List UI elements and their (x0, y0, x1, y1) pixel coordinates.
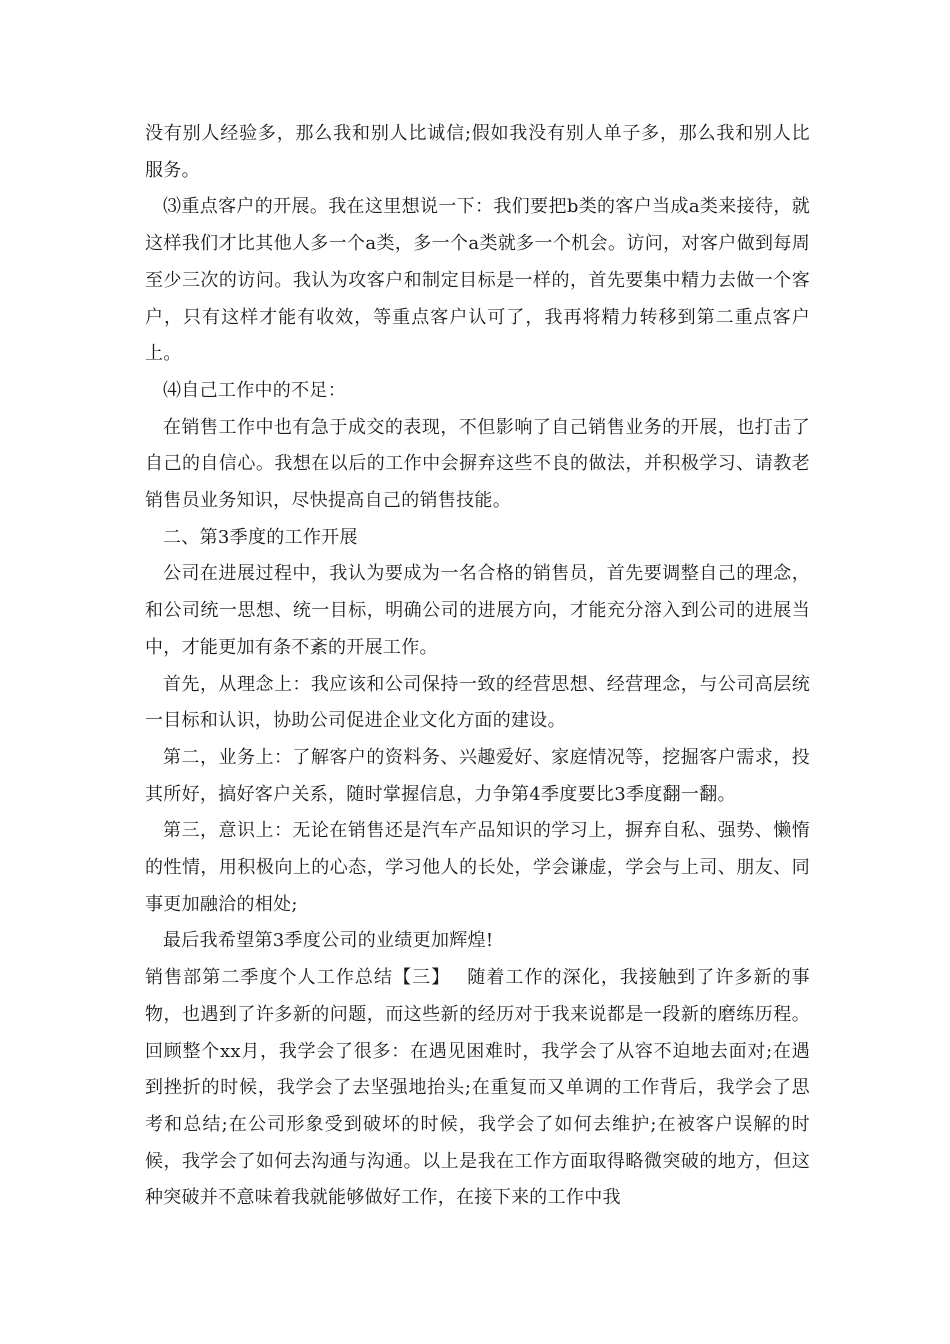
paragraph: 没有别人经验多，那么我和别人比诚信;假如我没有别人单子多，那么我和别人比服务。 (145, 123, 810, 181)
paragraph: 公司在进展过程中，我认为要成为一名合格的销售员，首先要调整自己的理念，和公司统一思想、统一目标，明确公司的进展方向，才能充分溶入到公司的进展当中，才能更加有条不紊的开展工作。 (145, 563, 810, 658)
paragraph: 销售部第二季度个人工作总结【三】 随着工作的深化，我接触到了许多新的事物，也遇到了许多新的问题，而这些新的经历对于我来说都是一段新的磨练历程。回顾整个xx月，我学会了很多：在遇见困难时，我学会了从容不迫地去面对;在遇到挫折的时候，我学会了去坚强地抬头;在重复而又单调的工作背后，我学会了思考和总结;在公司形象受到破坏的时候，我学会了如何去维护;在被客户误解的时候，我学会了如何去沟通与沟通。以上是我在工作方面取得略微突破的地方，但这种突破并不意味着我就能够做好工作，在接下来的工作中我 (145, 967, 810, 1209)
section-heading: 二、第3季度的工作开展 (163, 526, 358, 548)
paragraph: ⑶重点客户的开展。我在这里想说一下：我们要把b类的客户当成a类来接待，就这样我们才比其他人多一个a类，多一个a类就多一个机会。访问，对客户做到每周至少三次的访问。我认为攻客户和制定目标是一样的，首先要集中精力去做一个客户，只有这样才能有收效，等重点客户认可了，我再将精力转移到第二重点客户上。 (145, 196, 810, 365)
paragraph: 首先，从理念上：我应该和公司保持一致的经营思想、经营理念，与公司高层统一目标和认识，协助公司促进企业文化方面的建设。 (145, 673, 810, 732)
paragraph: 最后我希望第3季度公司的业绩更加辉煌! (163, 930, 494, 952)
paragraph: 在销售工作中也有急于成交的表现，不但影响了自己销售业务的开展，也打击了自己的自信心。我想在以后的工作中会摒弃这些不良的做法，并积极学习、请教老销售员业务知识，尽快提高自己的销售技能。 (145, 416, 810, 512)
paragraph: ⑷自己工作中的不足： (163, 379, 346, 401)
paragraph: 第二，业务上：了解客户的资料务、兴趣爱好、家庭情况等，挖掘客户需求，投其所好，搞好客户关系，随时掌握信息，力争第4季度要比3季度翻一翻。 (145, 746, 810, 805)
document-body (145, 116, 810, 1217)
paragraph: 第三，意识上：无论在销售还是汽车产品知识的学习上，摒弃自私、强势、懒惰的性情，用积极向上的心态，学习他人的长处，学会谦虚，学会与上司、朋友、同事更加融洽的相处; (145, 820, 810, 915)
